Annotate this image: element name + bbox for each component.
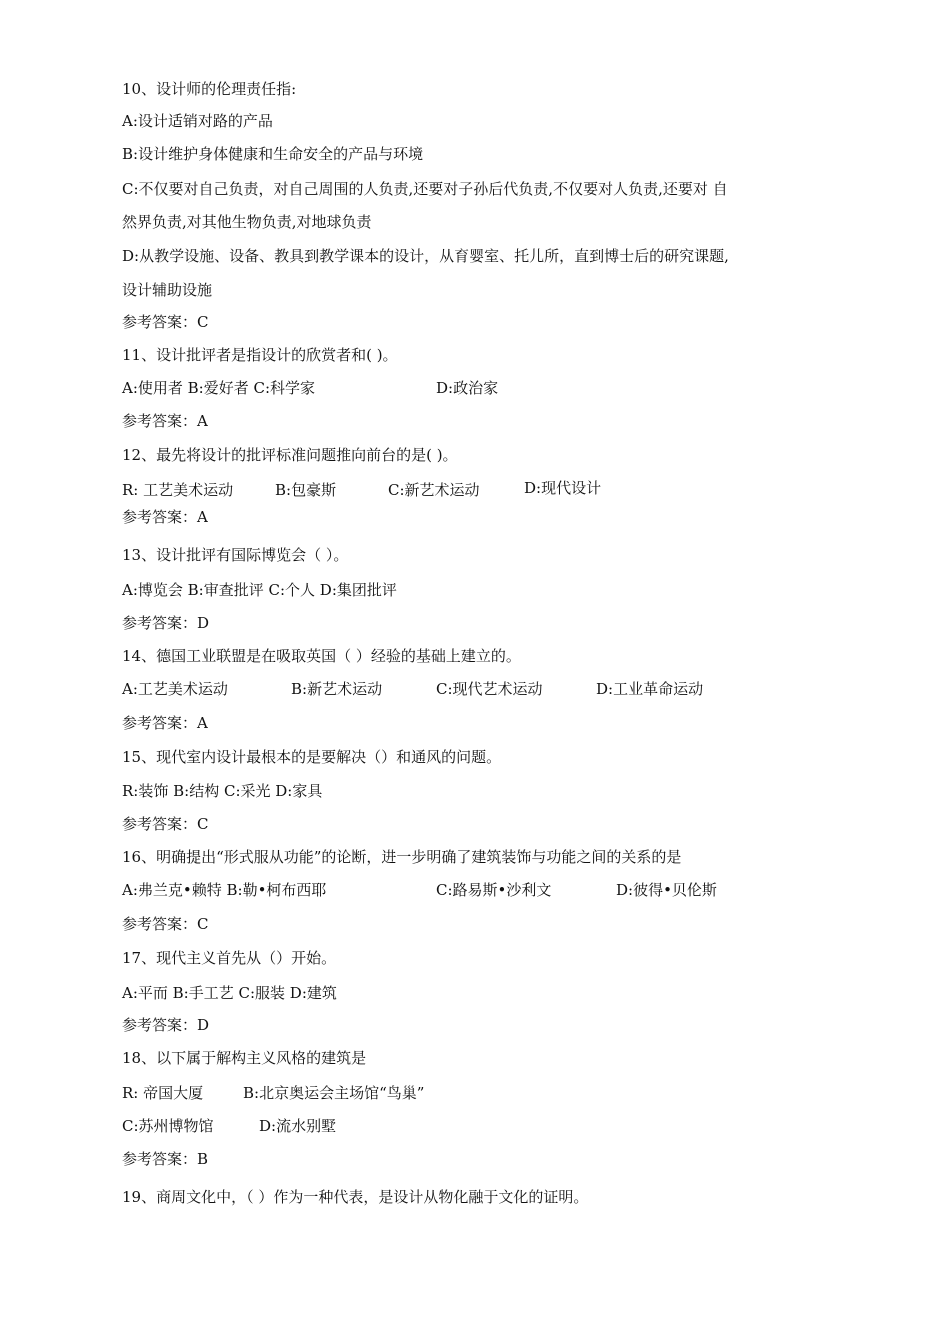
question-12-answer: 参考答案：A	[122, 508, 208, 526]
question-12-option-a: R: 工艺美术运动	[122, 481, 234, 499]
question-12-option-c: C:新艺术运动	[388, 481, 480, 499]
question-15-options: R:装饰 B:结构 C:采光 D:家具	[122, 782, 323, 800]
question-16-stem: 16、明确提出“形式服从功能”的论断，进一步明确了建筑装饰与功能之间的关系的是	[122, 848, 682, 866]
question-10-option-b: B:设计维护身体健康和生命安全的产品与环境	[122, 145, 424, 163]
question-10-option-c-line2: 然界负责,对其他生物负责,对地球负责	[122, 213, 372, 231]
question-16-option-c: C:路易斯•沙利文	[436, 881, 552, 899]
question-12-stem: 12、最先将设计的批评标准问题推向前台的是( )。	[122, 446, 458, 464]
question-13-options: A:博览会 B:审查批评 C:个人 D:集团批评	[122, 581, 397, 599]
question-14-stem: 14、德国工业联盟是在吸取英国（ ）经验的基础上建立的。	[122, 647, 521, 665]
question-12-option-d: D:现代设计	[524, 479, 602, 497]
question-14-answer: 参考答案：A	[122, 714, 208, 732]
question-11-stem: 11、设计批评者是指设计的欣赏者和( )。	[122, 346, 398, 364]
question-17-stem: 17、现代主义首先从（）开始。	[122, 949, 337, 967]
question-18-option-a: R: 帝国大厦	[122, 1084, 204, 1102]
question-16-option-d: D:彼得•贝伦斯	[616, 881, 717, 899]
question-10-answer: 参考答案：C	[122, 313, 209, 331]
question-10-option-d-line2: 设计辅助设施	[122, 281, 213, 299]
question-18-stem: 18、以下属于解构主义风格的建筑是	[122, 1049, 367, 1067]
question-14-option-b: B:新艺术运动	[291, 680, 383, 698]
question-10-option-c-line1: C:不仅要对自己负责，对自己周围的人负责,还要对子孙后代负责,不仅要对人负责,还要对 自	[122, 180, 728, 198]
question-11-options-abc: A:使用者 B:爱好者 C:科学家	[122, 379, 316, 397]
question-14-option-c: C:现代艺术运动	[436, 680, 543, 698]
question-13-answer: 参考答案：D	[122, 614, 210, 632]
question-16-options-ab: A:弗兰克•赖特 B:勒•柯布西耶	[122, 881, 327, 899]
question-12-option-b: B:包豪斯	[275, 481, 337, 499]
question-15-answer: 参考答案：C	[122, 815, 209, 833]
question-14-option-d: D:工业革命运动	[596, 680, 704, 698]
question-18-option-c: C:苏州博物馆	[122, 1117, 214, 1135]
question-18-answer: 参考答案：B	[122, 1150, 209, 1168]
question-14-option-a: A:工艺美术运动	[122, 680, 228, 698]
question-18-option-b: B:北京奥运会主场馆“鸟巢”	[243, 1084, 425, 1102]
question-17-options: A:平而 B:手工艺 C:服装 D:建筑	[122, 984, 337, 1002]
question-15-stem: 15、现代室内设计最根本的是要解决（）和通风的问题。	[122, 748, 502, 766]
question-18-option-d: D:流水别墅	[259, 1117, 337, 1135]
question-10-stem: 10、设计师的伦理责任指:	[122, 80, 297, 98]
question-10-option-a: A:设计适销对路的产品	[122, 112, 273, 130]
question-16-answer: 参考答案：C	[122, 915, 209, 933]
question-13-stem: 13、设计批评有国际博览会（ ）。	[122, 546, 349, 564]
question-11-option-d: D:政治家	[436, 379, 499, 397]
question-11-answer: 参考答案：A	[122, 412, 208, 430]
question-10-option-d-line1: D:从教学设施、设备、教具到教学课本的设计，从育婴室、托儿所，直到博士后的研究课题,	[122, 247, 729, 265]
question-19-stem: 19、商周文化中，（ ）作为一种代表，是设计从物化融于文化的证明。	[122, 1188, 589, 1206]
question-17-answer: 参考答案：D	[122, 1016, 210, 1034]
